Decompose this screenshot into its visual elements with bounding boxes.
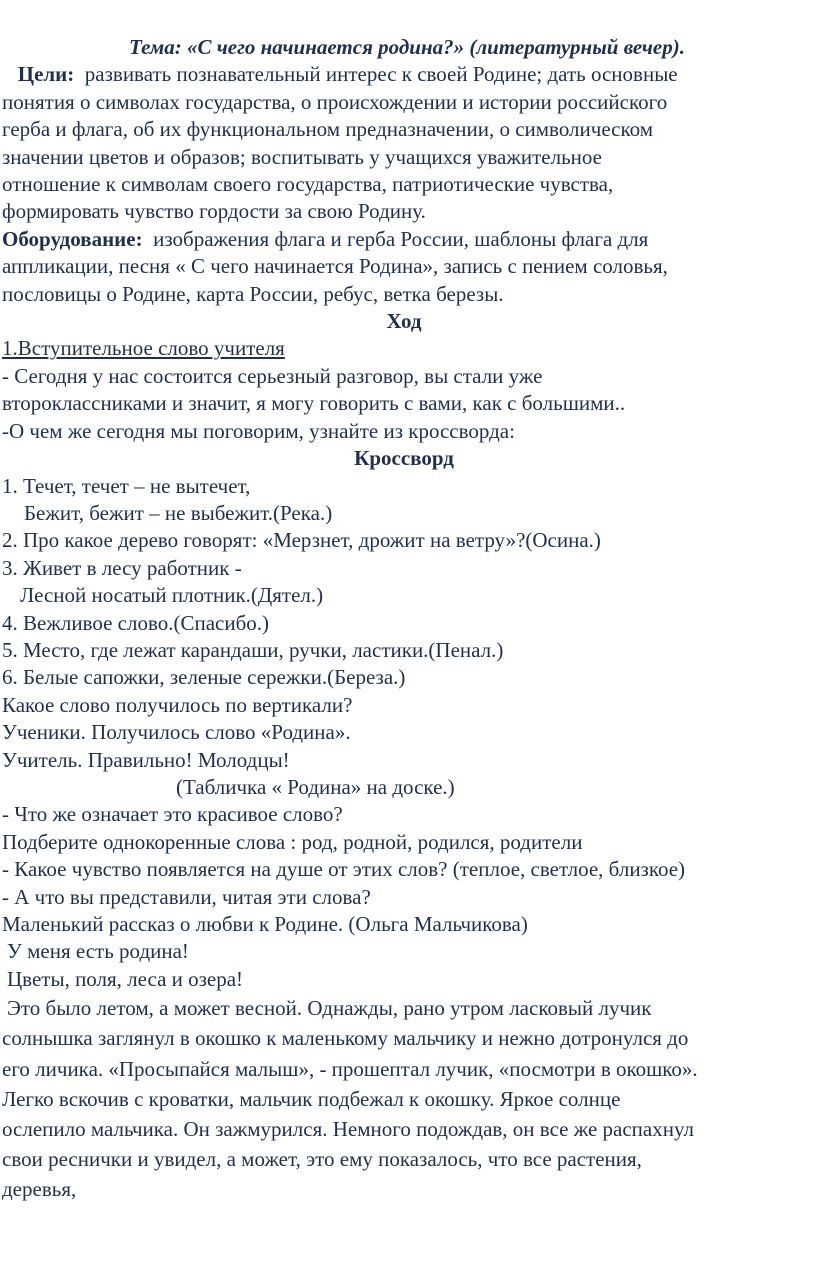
story-line: Это было летом, а может весной. Однажды, рано утром ласковый лучик xyxy=(7,996,652,1021)
crossword-section xyxy=(2,473,806,994)
goals-line-3: герба и флага, об их функциональном предназначении, о символическом xyxy=(2,117,654,142)
crossword-line: - Какое чувство появляется на душе от этих слов? (теплое, светлое, близкое) xyxy=(2,857,686,882)
crossword-heading: Кроссворд xyxy=(354,446,454,471)
crossword-line: Какое слово получилось по вертикали? xyxy=(2,692,353,717)
crossword-line: 3. Живет в лесу работник - xyxy=(2,555,242,580)
crossword-line: Учитель. Правильно! Молодцы! xyxy=(2,747,290,772)
crossword-line: 4. Вежливое слово.(Спасибо.) xyxy=(2,610,270,635)
goals-line-5: отношение к символам своего государства, патриотические чувства, xyxy=(2,172,614,197)
equipment-section xyxy=(2,226,806,308)
crossword-line: 6. Белые сапожки, зеленые сережки.(Береза.) xyxy=(2,665,406,690)
story-section xyxy=(2,993,806,1204)
story-line: солнышка заглянул в окошко к маленькому мальчику и нежно дотронулся до xyxy=(2,1026,689,1051)
goals-section xyxy=(2,61,806,225)
crossword-line: Цветы, поля, леса и озера! xyxy=(7,966,244,991)
progress-heading: Ход xyxy=(386,309,422,334)
crossword-line: - А что вы представили, читая эти слова? xyxy=(2,884,371,909)
equipment-line-2: аппликации, песня « С чего начинается Родина», запись с пением соловья, xyxy=(2,254,668,279)
intro-line-2: второклассниками и значит, я могу говорить с вами, как с большими.. xyxy=(2,391,626,416)
crossword-line: 5. Место, где лежат карандаши, ручки, ластики.(Пенал.) xyxy=(2,637,504,662)
intro-line-1: - Сегодня у нас состоится серьезный разговор, вы стали уже xyxy=(2,363,543,388)
goals-line-4: значении цветов и образов; воспитывать у учащихся уважительное xyxy=(2,144,602,169)
crossword-line: (Табличка « Родина» на доске.) xyxy=(176,774,455,799)
intro-heading: 1.Вступительное слово учителя xyxy=(2,336,285,361)
goals-line-1: Цели: развивать познавательный интерес к своей Родине; дать основные xyxy=(17,62,678,87)
crossword-line: 2. Про какое дерево говорят: «Мерзнет, дрожит на ветру»?(Осина.) xyxy=(2,528,601,553)
story-line: свои реснички и увидел, а может, это ему показалось, что все растения, xyxy=(2,1147,642,1172)
intro-line-3: -О чем же сегодня мы поговорим, узнайте из кроссворда: xyxy=(2,418,515,443)
crossword-line: Бежит, бежит – не выбежит.(Река.) xyxy=(24,500,333,525)
crossword-line: 1. Течет, течет – не вытечет, xyxy=(2,473,251,498)
goals-label: Цели: xyxy=(17,62,75,87)
equipment-line-3: пословицы о Родине, карта России, ребус, ветка березы. xyxy=(2,281,504,306)
story-line: деревья, xyxy=(2,1177,77,1202)
equipment-label: Оборудование: xyxy=(2,226,143,251)
crossword-line: Маленький рассказ о любви к Родине. (Ольга Мальчикова) xyxy=(2,912,528,936)
story-line: ослепило мальчика. Он зажмурился. Немного подождав, он все же распахнул xyxy=(2,1117,695,1142)
goals-line-2: понятия о символах государства, о происхождении и истории российского xyxy=(2,89,668,114)
crossword-line: Лесной носатый плотник.(Дятел.) xyxy=(20,583,324,608)
crossword-line: У меня есть родина! xyxy=(7,939,189,964)
crossword-line: - Что же означает это красивое слово? xyxy=(2,802,343,827)
crossword-line: Ученики. Получилось слово «Родина». xyxy=(2,720,351,745)
equipment-line-1: Оборудование: изображения флага и герба России, шаблоны флага для xyxy=(2,226,649,251)
document-title: Тема: «С чего начинается родина?» (литературный вечер). xyxy=(129,35,685,59)
crossword-line: Подберите однокоренные слова : род, родной, родился, родители xyxy=(2,829,583,854)
goals-line-6: формировать чувство гордости за свою Родину. xyxy=(2,199,426,224)
story-line: его личика. «Просыпайся малыш», - прошептал лучик, «посмотри в окошко». xyxy=(2,1056,698,1081)
story-line: Легко вскочив с кроватки, мальчик подбежал к окошку. Яркое солнце xyxy=(2,1086,621,1111)
intro-section xyxy=(2,335,806,445)
